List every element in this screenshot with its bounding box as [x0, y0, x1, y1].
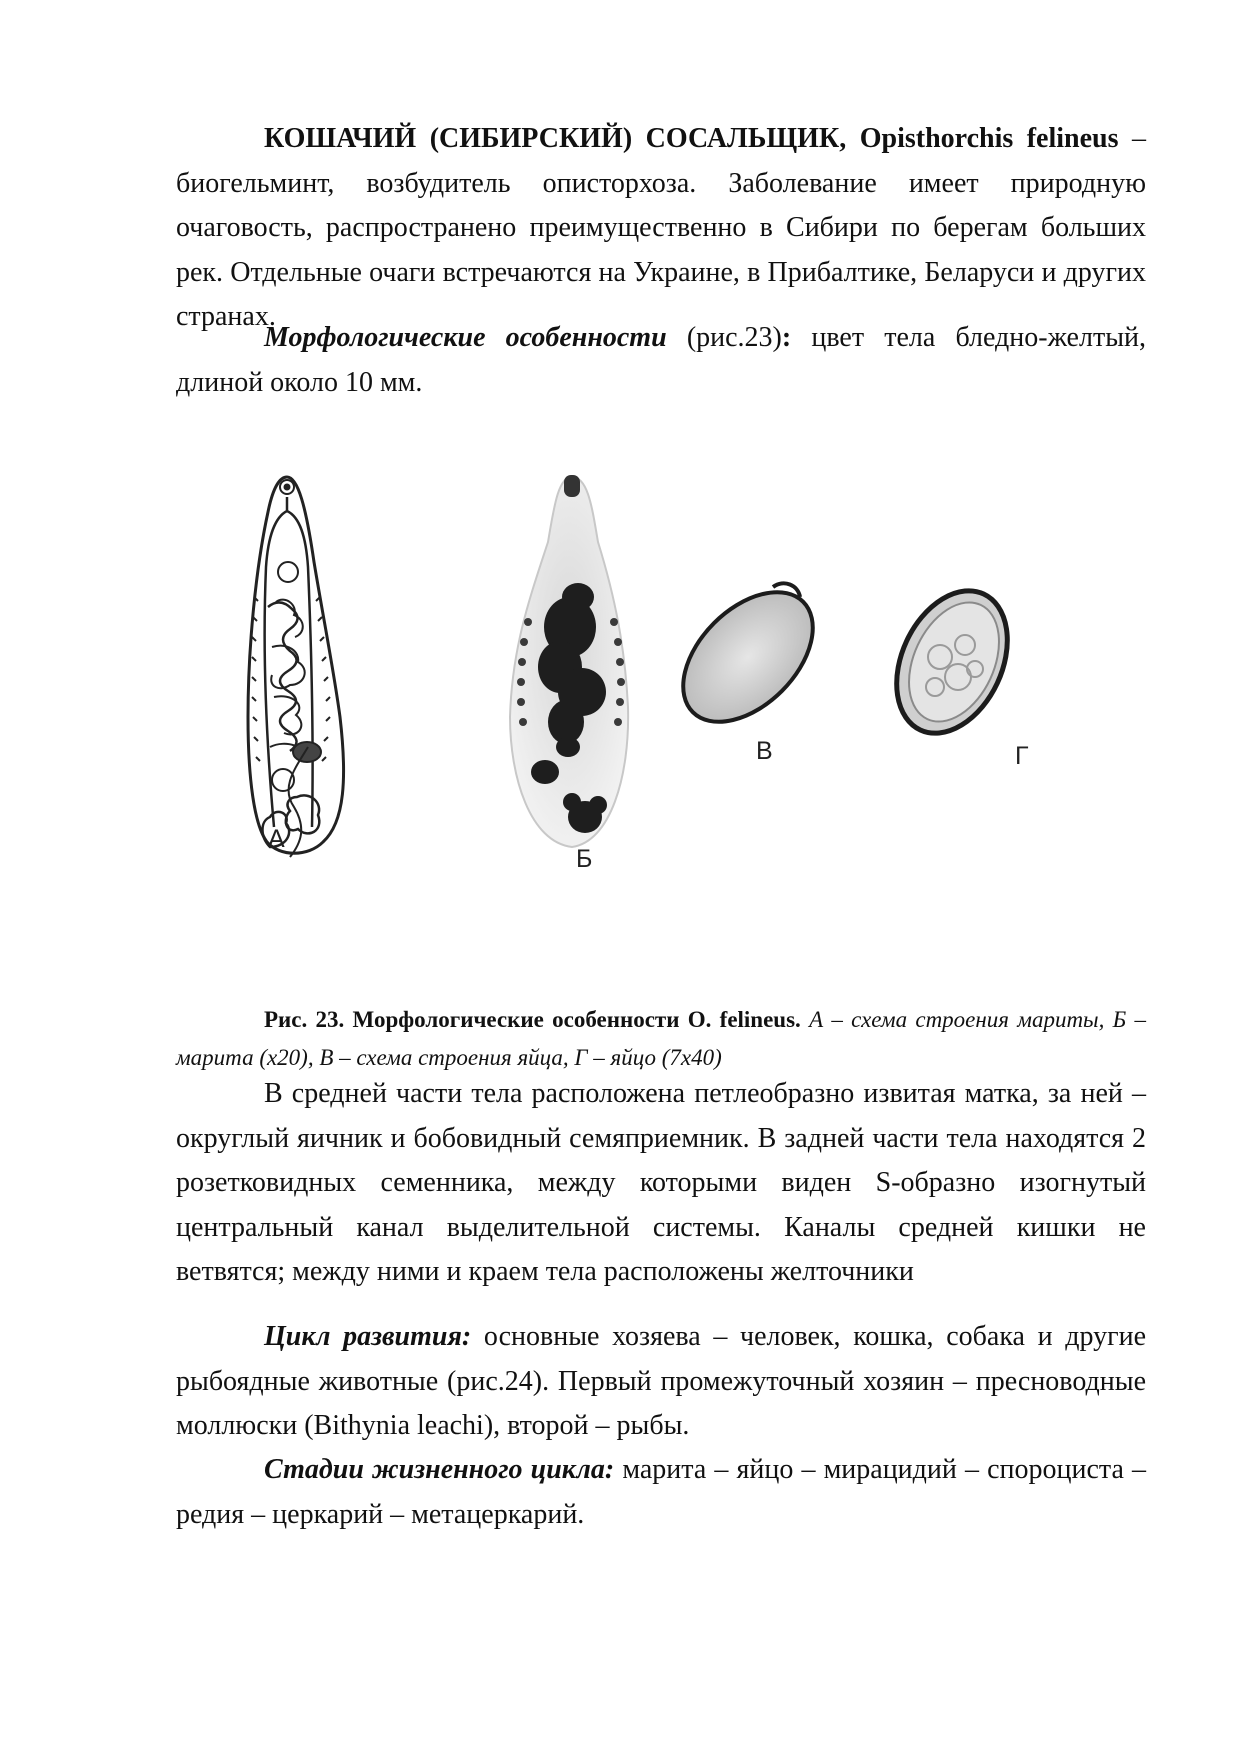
figure-caption [176, 1001, 1146, 1077]
label-b: Б [576, 845, 593, 873]
egg-scheme-drawing [659, 568, 837, 746]
intro-paragraph [176, 117, 1146, 340]
morphology-colon: : [781, 322, 792, 353]
anatomy-paragraph [176, 1072, 1146, 1295]
marita-photo-drawing [510, 475, 628, 847]
label-v: В [756, 737, 773, 765]
species-title: КОШАЧИЙ (СИБИРСКИЙ) СОСАЛЬЩИК, Opisthorchis felineus [264, 123, 1119, 154]
figure-23 [210, 447, 1140, 987]
morphology-text: цвет тела бледно-желтый, длиной около 10 мм. [176, 322, 1146, 398]
egg-photo-drawing [875, 573, 1029, 751]
morphology-figure-ref: (рис.23) [666, 322, 782, 353]
caption-description: А – схема строения мариты, Б – марита (х20), В – схема строения яйца, Г – яйцо (7х40) [176, 1007, 1146, 1070]
caption-title: Рис. 23. Морфологические особенности O. felineus. [264, 1007, 801, 1032]
morphology-heading: Морфологические особенности [264, 322, 667, 353]
stages-heading: Стадии жизненного цикла: [264, 1454, 615, 1485]
life-cycle-text: основные хозяева – человек, кошка, собака и другие рыбоядные животные (рис.24). Первый промежуточный хозяин – пресноводные моллюски (Bithynia leachi), второй – рыбы. [176, 1321, 1146, 1441]
anatomy-text: В средней части тела расположена петлеобразно извитая матка, за ней – округлый яичник и бобовидный семяприемник. В задней части тела находятся 2 розетковидных семенника, между которыми виден S-образно изогнутый центральный канал выделительной системы. Каналы средней кишки не ветвятся; между ними и краем тела расположены желточники [176, 1078, 1146, 1287]
stages-paragraph [176, 1448, 1146, 1537]
marita-scheme-drawing [248, 477, 344, 857]
life-cycle-paragraph [176, 1315, 1146, 1449]
morphology-paragraph [176, 316, 1146, 405]
intro-text: – биогельминт, возбудитель описторхоза. Заболевание имеет природную очаговость, распространено преимущественно в Сибири по берегам больших рек. Отдельные очаги встречаются на Украине, в Прибалтике, Беларуси и других странах. [176, 123, 1146, 332]
label-a: А [268, 825, 285, 853]
figure-23-drawings [210, 447, 1140, 987]
label-g: Г [1015, 742, 1029, 770]
stages-text: марита – яйцо – мирацидий – спороциста – редия – церкарий – метацеркарий. [176, 1454, 1147, 1530]
life-cycle-heading: Цикл развития: [264, 1321, 472, 1352]
